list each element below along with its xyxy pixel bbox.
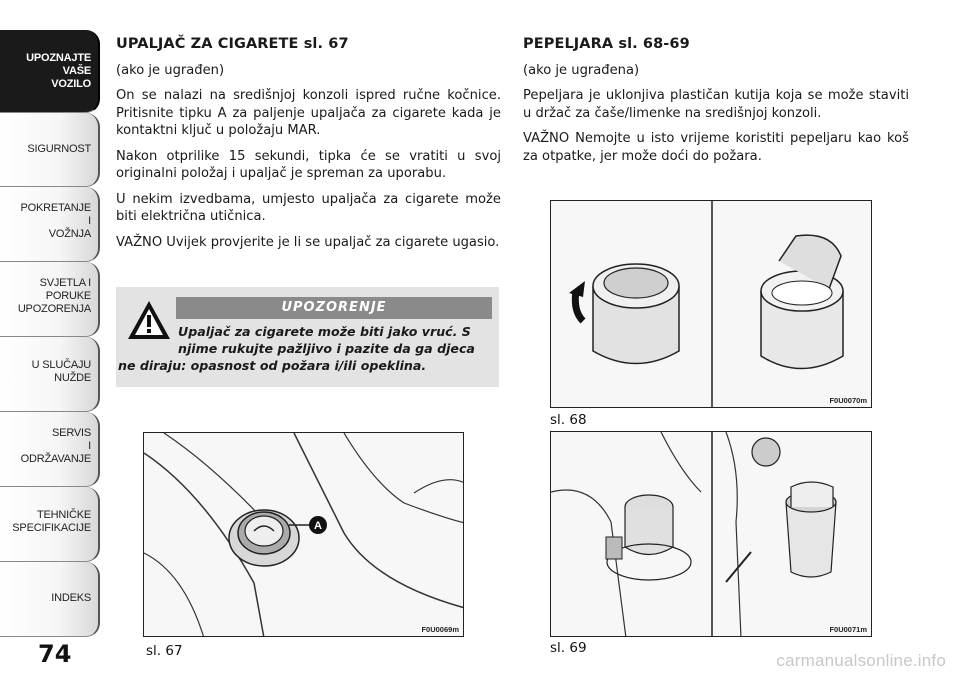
- figure-code: F0U0070m: [829, 396, 867, 405]
- warning-heading: UPOZORENJE: [176, 297, 492, 319]
- tab-sigurnost[interactable]: SIGURNOST: [0, 113, 100, 187]
- section-title: UPALJAČ ZA CIGARETE sl. 67: [116, 36, 349, 52]
- section-title: PEPELJARA sl. 68-69: [523, 36, 690, 52]
- warning-line: ne diraju: opasnost od požara i/ili opeklina.: [118, 358, 427, 373]
- tab-upoznajte-vase-vozilo[interactable]: UPOZNAJTE VAŠE VOZILO: [0, 30, 100, 113]
- tab-tehnicke-specifikacije[interactable]: TEHNIČKE SPECIFIKACIJE: [0, 487, 100, 562]
- figure-caption: sl. 67: [146, 643, 183, 659]
- tab-indeks[interactable]: INDEKS: [0, 562, 100, 637]
- warning-line: Upaljač za cigarete može biti jako vruć. S: [178, 324, 471, 339]
- tab-svjetla-i-poruke[interactable]: SVJETLA I PORUKE UPOZORENJA: [0, 262, 100, 337]
- figure-code: F0U0069m: [421, 625, 459, 634]
- paragraph: Nakon otprilike 15 sekundi, tipka će se vratiti u svoj originalni položaj i upaljač je spreman za uporabu.: [116, 148, 501, 181]
- cigarette-lighter-section: [116, 36, 501, 259]
- section-subtitle: (ako je ugrađena): [523, 62, 640, 78]
- chapter-tabs: [0, 0, 103, 677]
- tab-pokretanje-i-voznja[interactable]: POKRETANJE I VOŽNJA: [0, 187, 100, 262]
- tab-u-slucaju-nuzde[interactable]: U SLUČAJU NUŽDE: [0, 337, 100, 412]
- tab-servis-i-odrzavanje[interactable]: SERVIS I ODRŽAVANJE: [0, 412, 100, 487]
- figure-68-ashtray: [550, 200, 872, 408]
- section-subtitle: (ako je ugrađen): [116, 62, 225, 78]
- warning-text: [118, 323, 492, 374]
- figure-67-cigarette-lighter: [143, 432, 464, 637]
- ashtray-illustration: [551, 201, 872, 408]
- watermark: carmanualsonline.info: [776, 651, 946, 670]
- paragraph: On se nalazi na središnjoj konzoli ispred ručne kočnice. Pritisnite tipku A za paljenje upaljača za cigarete kada je kontaktni ključ u položaju MAR.: [116, 88, 501, 138]
- figure-caption: sl. 68: [550, 412, 587, 428]
- page-number: 74: [38, 640, 72, 668]
- paragraph: VAŽNO Uvijek provjerite je li se upaljač za cigarete ugasio.: [116, 234, 500, 250]
- paragraph: U nekim izvedbama, umjesto upaljača za cigarete može biti električna utičnica.: [116, 191, 501, 224]
- ashtray-console-illustration: [551, 432, 872, 637]
- warning-line: njime rukujte pažljivo i pazite da ga djeca: [178, 341, 475, 356]
- figure-code: F0U0071m: [829, 625, 867, 634]
- figure-69-ashtray-in-console: [550, 431, 872, 637]
- label-a: A: [314, 520, 322, 532]
- warning-box: [116, 287, 499, 387]
- figure-caption: sl. 69: [550, 640, 587, 656]
- paragraph: Pepeljara je uklonjiva plastičan kutija koja se može staviti u držač za čaše/limenke na središnjoj konzoli.: [523, 88, 909, 121]
- ashtray-section: [523, 36, 909, 173]
- cigarette-lighter-illustration: [144, 433, 464, 637]
- paragraph: VAŽNO Nemojte u isto vrijeme koristiti pepeljaru kao koš za otpatke, jer može doći do požara.: [523, 131, 909, 164]
